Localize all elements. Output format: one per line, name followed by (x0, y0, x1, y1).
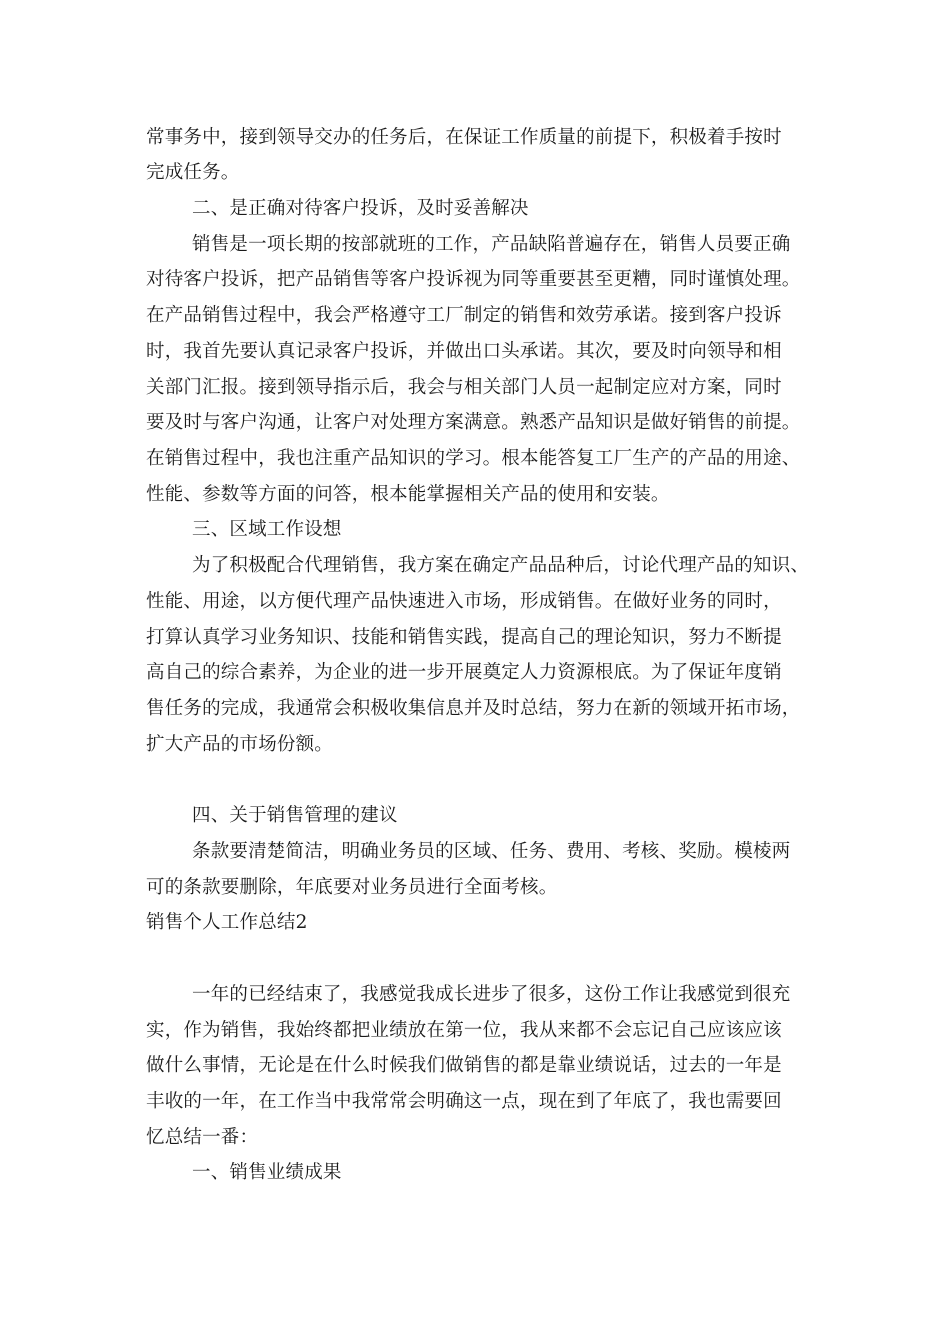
document-subtitle: 销售个人工作总结2 (146, 912, 308, 933)
body-line: 高自己的综合素养，为企业的进一步开展奠定人力资源根底。为了保证年度销 (146, 662, 782, 683)
body-line: 忆总结一番： (146, 1127, 259, 1148)
section-heading: 四、关于销售管理的建议 (192, 805, 398, 826)
body-line: 一年的已经结束了，我感觉我成长进步了很多，这份工作让我感觉到很充 (192, 984, 791, 1005)
body-line: 为了积极配合代理销售，我方案在确定产品品种后，讨论代理产品的知识、 (192, 555, 810, 576)
body-line: 要及时与客户沟通，让客户对处理方案满意。熟悉产品知识是做好销售的前提。 (146, 412, 801, 433)
body-line: 性能、用途，以方便代理产品快速进入市场，形成销售。在做好业务的同时， (146, 591, 782, 612)
body-line: 实，作为销售，我始终都把业绩放在第一位，我从来都不会忘记自己应该应该 (146, 1020, 782, 1041)
section-heading: 三、区域工作设想 (192, 519, 342, 540)
body-line: 丰收的一年，在工作当中我常常会明确这一点，现在到了年底了，我也需要回 (146, 1091, 782, 1112)
body-line: 销售是一项长期的按部就班的工作，产品缺陷普遍存在，销售人员要正确 (192, 234, 791, 255)
body-line: 扩大产品的市场份额。 (146, 734, 334, 755)
body-line: 关部门汇报。接到领导指示后，我会与相关部门人员一起制定应对方案，同时 (146, 377, 782, 398)
body-line: 时，我首先要认真记录客户投诉，并做出口头承诺。其次，要及时向领导和相 (146, 341, 782, 362)
body-line: 对待客户投诉，把产品销售等客户投诉视为同等重要甚至更糟，同时谨慎处理。 (146, 269, 801, 290)
body-line: 在销售过程中，我也注重产品知识的学习。根本能答复工厂生产的产品的用途、 (146, 448, 801, 469)
body-line: 做什么事情，无论是在什么时候我们做销售的都是靠业绩说话，过去的一年是 (146, 1055, 782, 1076)
body-line: 常事务中，接到领导交办的任务后，在保证工作质量的前提下，积极着手按时 (146, 127, 782, 148)
body-line: 性能、参数等方面的问答，根本能掌握相关产品的使用和安装。 (146, 484, 670, 505)
body-line: 在产品销售过程中，我会严格遵守工厂制定的销售和效劳承诺。接到客户投诉 (146, 305, 782, 326)
body-line: 打算认真学习业务知识、技能和销售实践，提高自己的理论知识，努力不断提 (146, 627, 782, 648)
section-heading: 二、是正确对待客户投诉，及时妥善解决 (192, 198, 529, 219)
body-line: 完成任务。 (146, 162, 240, 183)
section-heading: 一、销售业绩成果 (192, 1162, 342, 1183)
body-line: 条款要清楚简洁，明确业务员的区域、任务、费用、考核、奖励。模棱两 (192, 841, 791, 862)
body-line: 可的条款要删除，年底要对业务员进行全面考核。 (146, 877, 558, 898)
body-line: 售任务的完成，我通常会积极收集信息并及时总结，努力在新的领域开拓市场， (146, 698, 801, 719)
